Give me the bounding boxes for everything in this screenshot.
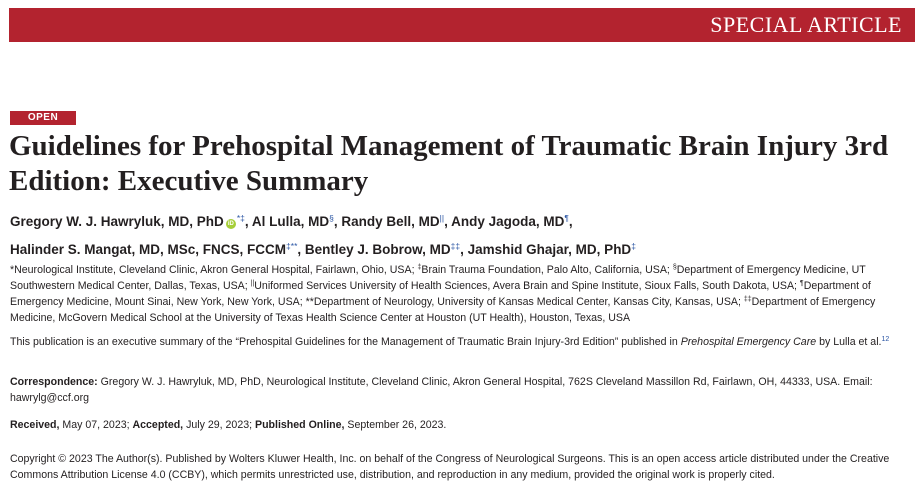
author-separator: , xyxy=(568,214,573,229)
correspondence xyxy=(10,374,915,406)
accepted-label: Accepted, xyxy=(132,419,184,431)
author-name[interactable]: Halinder S. Mangat, MD, MSc, FNCS, FCCM xyxy=(10,242,287,257)
published-date: September 26, 2023. xyxy=(344,419,447,431)
affiliation-symbol: || xyxy=(250,280,255,287)
affiliation-symbol: ‡ xyxy=(417,264,422,271)
copyright-notice: Copyright © 2023 The Author(s). Published by Wolters Kluwer Health, Inc. on behalf of the Congress of Neurological Surgeons. This is an open access article distributed under the Creative Commons Attribution License 4.0 (CCBY), which permits unrestricted use, distribution, and reproduction in any medium, provided the original work is properly cited. xyxy=(10,453,890,481)
affiliations xyxy=(10,262,915,326)
affiliation-text: Brain Trauma Foundation, Palo Alto, California, USA; xyxy=(421,264,673,276)
author-name[interactable]: Gregory W. J. Hawryluk, MD, PhD xyxy=(10,214,224,229)
banner-label: SPECIAL ARTICLE xyxy=(710,12,902,37)
author-affiliation-marker[interactable]: ‡‡ xyxy=(450,241,461,251)
received-label: Received, xyxy=(10,419,60,431)
received-date: May 07, 2023; xyxy=(59,419,133,431)
affiliation-symbol: § xyxy=(672,264,677,271)
author-separator: , xyxy=(333,214,342,229)
accepted-date: July 29, 2023; xyxy=(183,419,255,431)
open-access-badge: OPEN xyxy=(10,111,76,125)
correspondence-label: Correspondence: xyxy=(10,376,98,388)
author-list xyxy=(10,206,915,262)
author-affiliation-marker[interactable]: ‡ xyxy=(631,241,636,251)
journal-name: Prehospital Emergency Care xyxy=(680,336,817,348)
author-name[interactable]: Jamshid Ghajar, MD, PhD xyxy=(467,242,632,257)
author-name[interactable]: Randy Bell, MD xyxy=(341,214,440,229)
summary-note xyxy=(10,334,915,350)
article-title: Guidelines for Prehospital Management of Traumatic Brain Injury 3rd Edition: Executive Summary xyxy=(9,130,889,197)
author-name[interactable]: Bentley J. Bobrow, MD xyxy=(304,242,451,257)
section-banner xyxy=(9,8,915,42)
author-separator: , xyxy=(297,242,305,257)
affiliation-symbol: ‡‡ xyxy=(743,296,752,303)
affiliation-symbol: ¶ xyxy=(799,280,804,287)
author-affiliation-marker[interactable]: ‡** xyxy=(286,241,298,251)
author-affiliation-marker[interactable]: ¶ xyxy=(564,213,569,223)
affiliation-text: Department of Emergency Medicine, McGovern Medical School at the University of Texas Health Science Center at Houston (UT Health), Houston, Texas, USA xyxy=(10,296,876,324)
author-separator: , xyxy=(444,214,452,229)
author-affiliation-marker[interactable]: || xyxy=(439,213,445,223)
author-separator: , xyxy=(460,242,468,257)
reference-link[interactable]: 12 xyxy=(881,336,890,343)
correspondence-text: Gregory W. J. Hawryluk, MD, PhD, Neurological Institute, Cleveland Clinic, Akron General Hospital, 762S Cleveland Massillon Rd, Fairlawn, OH, 44333, USA. Email: hawrylg@ccf.org xyxy=(10,376,873,404)
summary-text: This publication is an executive summary of the “Prehospital Guidelines for the Management of Traumatic Brain Injury-3rd Edition” published in xyxy=(10,336,681,348)
author-separator: , xyxy=(244,214,252,229)
author-affiliation-marker[interactable]: *‡ xyxy=(236,213,245,223)
published-label: Published Online, xyxy=(255,419,345,431)
author-affiliation-marker[interactable]: § xyxy=(329,213,334,223)
affiliation-text: Department of Emergency Medicine, UT Southwestern Medical Center, Dallas, Texas, USA; xyxy=(10,264,866,292)
affiliation-text: Uniformed Services University of Health Sciences, Avera Brain and Spine Institute, Sioux Falls, South Dakota, USA; xyxy=(254,280,800,292)
affiliation-text: Department of Emergency Medicine, Mount Sinai, New York, New York, USA; **Department of Neurology, University of Kansas Medical Center, Kansas City, Kansas, USA; xyxy=(10,280,871,308)
summary-text-end: by Lulla et al. xyxy=(816,336,882,348)
affiliation-text: *Neurological Institute, Cleveland Clinic, Akron General Hospital, Fairlawn, Ohio, USA; xyxy=(10,264,418,276)
orcid-icon[interactable]: iD xyxy=(227,221,234,227)
author-name[interactable]: Andy Jagoda, MD xyxy=(451,214,565,229)
author-name[interactable]: Al Lulla, MD xyxy=(251,214,330,229)
article-dates xyxy=(10,417,915,433)
